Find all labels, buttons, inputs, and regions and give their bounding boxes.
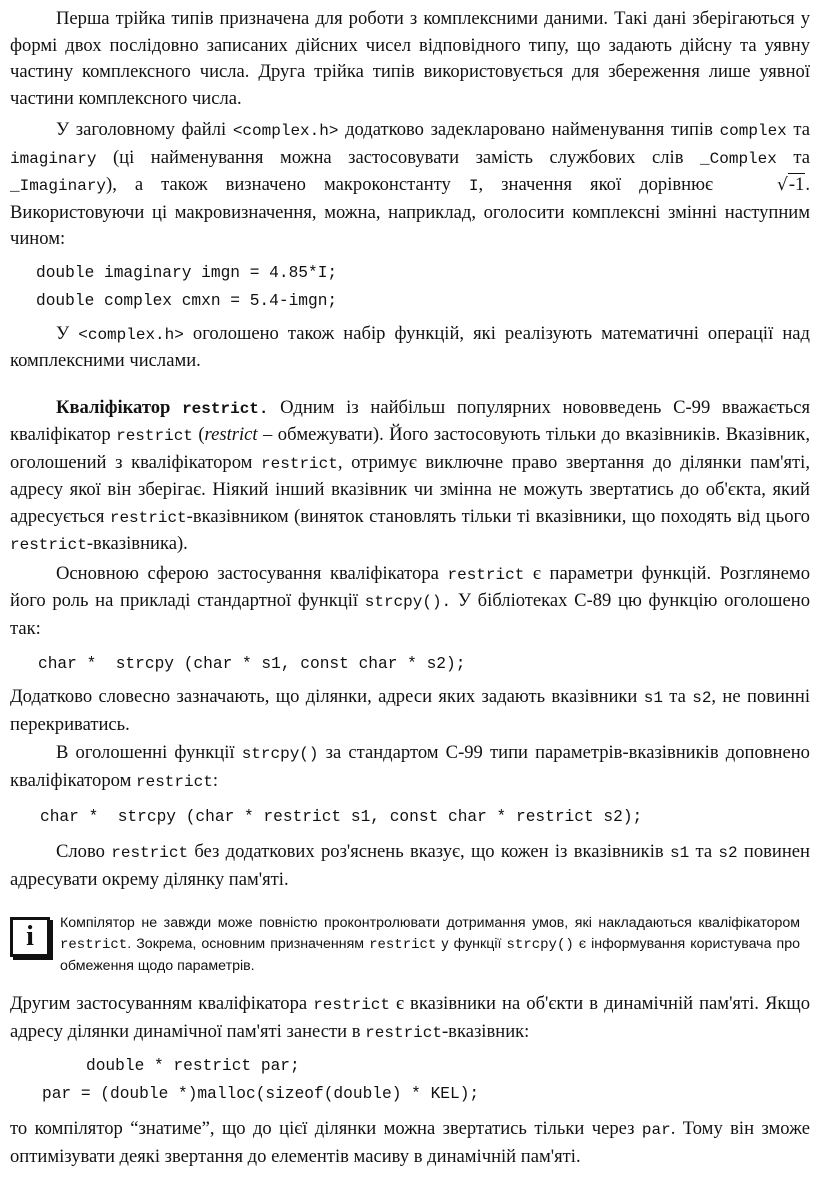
text: : bbox=[212, 769, 218, 791]
text: Слово bbox=[56, 841, 112, 862]
code-strcpy-c99: char * strcpy (char * restrict s1, const char * restrict s2); bbox=[40, 808, 643, 826]
text: ( bbox=[192, 424, 205, 445]
code-line: double * restrict par; bbox=[86, 1057, 300, 1075]
text: за стандартом С-99 типи параметрів-вказівників доповнено кваліфікатором bbox=[10, 742, 810, 791]
code-inline: strcpy(). bbox=[364, 593, 452, 611]
text: без додаткових роз'яснень вказує, що кожен із вказівників bbox=[188, 841, 670, 862]
code-inline: _Complex bbox=[700, 149, 777, 168]
text: є параметри функцій. Розглянемо його роль на прикладі стандартної функції bbox=[10, 562, 810, 611]
text: У заголовному файлі bbox=[56, 119, 233, 140]
text: Основною сферою застосування кваліфікатора bbox=[56, 562, 448, 584]
code-block-malloc bbox=[10, 1052, 810, 1108]
code-inline: strcpy() bbox=[506, 937, 574, 953]
info-note-text bbox=[60, 913, 800, 977]
code-line: double complex cmxn = 5.4-imgn; bbox=[36, 291, 338, 310]
text: -вказівником (виняток становлять тільки ті вказівники, що походять від цього bbox=[186, 505, 810, 527]
text: -вказівника). bbox=[86, 533, 188, 554]
code-inline: restrict bbox=[10, 536, 87, 554]
code-line: par = (double *)malloc(sizeof(double) * KEL); bbox=[42, 1085, 480, 1103]
text: оголошено також набір функцій, які реалізують математичні операції над комплексними числами. bbox=[10, 322, 810, 371]
text: та bbox=[776, 146, 810, 168]
text: , значення якої дорівнює bbox=[478, 174, 732, 195]
code-strcpy-c89: char * strcpy (char * s1, const char * s2); bbox=[38, 655, 466, 673]
paragraph-dynamic-memory bbox=[10, 991, 810, 1046]
text: то компілятор “знатиме”, що до цієї ділянки можна звертатись тільки через bbox=[10, 1118, 642, 1139]
info-icon-letter: i bbox=[26, 921, 34, 952]
text: додатково задекларовано найменування типів bbox=[338, 119, 720, 140]
code-inline: restrict bbox=[261, 454, 338, 473]
code-inline: restrict bbox=[447, 565, 525, 584]
text: -вказівник: bbox=[441, 1020, 530, 1042]
paragraph-restrict-meaning bbox=[10, 839, 810, 893]
paragraph-restrict-intro bbox=[10, 395, 810, 559]
text: у функції bbox=[436, 936, 507, 952]
text: . Тому він зможе оптимізувати деякі звертання до елементів масиву в динамічній пам'яті. bbox=[10, 1118, 810, 1167]
paragraph-optimization bbox=[10, 1116, 810, 1170]
paragraph-complex-functions bbox=[10, 321, 810, 375]
code-inline: s2 bbox=[718, 844, 738, 862]
paragraph-restrict-params bbox=[10, 561, 810, 643]
italic-term: restrict bbox=[204, 424, 258, 445]
paragraph-strcpy-c99 bbox=[10, 740, 810, 795]
code-inline: restrict bbox=[111, 844, 189, 862]
info-note bbox=[10, 913, 810, 977]
code-inline: <complex.h> bbox=[78, 325, 184, 344]
text: . Використовуючи ці макровизначення, можна, наприклад, оголосити комплексні змінні наступним чином: bbox=[10, 174, 811, 249]
text: Компілятор не завжди може повністю проконтролювати дотримання умов, які накладаються кваліфікатором bbox=[60, 915, 800, 931]
section-heading: Кваліфікатор bbox=[56, 396, 171, 418]
text: є інформування користувача про обмеження щодо параметрів. bbox=[60, 936, 801, 974]
code-inline: restrict bbox=[116, 427, 193, 445]
code-inline: restrict bbox=[365, 1023, 442, 1042]
code-inline: s1 bbox=[643, 689, 663, 707]
paragraph-complex-header bbox=[10, 117, 810, 253]
code-inline: strcpy() bbox=[241, 745, 319, 763]
info-icon bbox=[10, 917, 50, 957]
code-inline: imaginary bbox=[10, 149, 97, 168]
code-inline: restrict bbox=[369, 937, 437, 953]
text: (ці найменування можна застосовувати замість службових слів bbox=[96, 146, 701, 168]
code-inline: _Imaginary bbox=[10, 177, 107, 195]
section-heading-code: restrict. bbox=[182, 399, 269, 418]
text: та bbox=[786, 119, 810, 140]
paragraph-no-overlap bbox=[10, 684, 810, 738]
text: , отримує виключне право звертання до ділянки пам'яті, адресу якої він зберігає. Ніякий інший вказівник чи змінна не можуть звертатись до об'єкта, який адресується bbox=[10, 451, 811, 527]
code-line: double imaginary imgn = 4.85*I; bbox=[36, 263, 338, 282]
code-inline: I bbox=[468, 177, 479, 195]
paragraph-complex-types: Перша трійка типів призначена для роботи з комплексними даними. Такі дані зберігаються у формі двох послідовно записаних дійсних чисел відповідного типу, що задають дійсну та уявну частину комплексного числа. Друга трійка типів використовується для збереження лише уявної частини комплексного числа. bbox=[10, 8, 810, 109]
code-inline: restrict bbox=[109, 508, 187, 527]
code-inline: <complex.h> bbox=[232, 122, 339, 140]
text: є вказівники на об'єкти в динамічній пам'яті. Якщо адресу ділянки динамічної пам'яті занести в bbox=[10, 993, 810, 1042]
text: ), а також визначено макроконстанту bbox=[106, 174, 469, 195]
text: та bbox=[689, 841, 719, 862]
text: – обмежувати). Його застосовують тільки до вказівників. Вказівник, оголошений з кваліфікатором bbox=[10, 424, 810, 473]
text: У бібліотеках С-89 цю функцію оголошено так: bbox=[10, 590, 810, 639]
sqrt-formula bbox=[731, 172, 805, 199]
code-inline: restrict bbox=[136, 772, 213, 791]
code-inline: s2 bbox=[692, 689, 712, 707]
text: повинен адресувати окрему ділянку пам'яті. bbox=[10, 841, 811, 890]
code-block-complex bbox=[36, 259, 810, 315]
code-inline: restrict bbox=[60, 937, 128, 953]
sqrt-argument: -1 bbox=[788, 174, 805, 195]
text: та bbox=[662, 686, 693, 707]
text: У bbox=[56, 322, 79, 344]
code-inline: par bbox=[641, 1121, 671, 1139]
text: В оголошенні функції bbox=[56, 742, 242, 763]
text: , не повинні перекриватись. bbox=[10, 686, 810, 735]
sqrt-sign: √ bbox=[777, 175, 788, 195]
text: Другим застосуванням кваліфікатора bbox=[10, 993, 314, 1014]
code-inline: restrict bbox=[313, 996, 390, 1014]
code-inline: complex bbox=[719, 122, 787, 140]
text: Одним із найбільш популярних нововведень С-99 вважається кваліфікатор bbox=[10, 396, 810, 445]
text: Додатково словесно зазначають, що ділянки, адреси яких задають вказівники bbox=[10, 686, 644, 707]
document-page bbox=[10, 0, 810, 1170]
code-inline: s1 bbox=[669, 844, 690, 862]
text: . Зокрема, основним призначенням bbox=[127, 936, 370, 952]
